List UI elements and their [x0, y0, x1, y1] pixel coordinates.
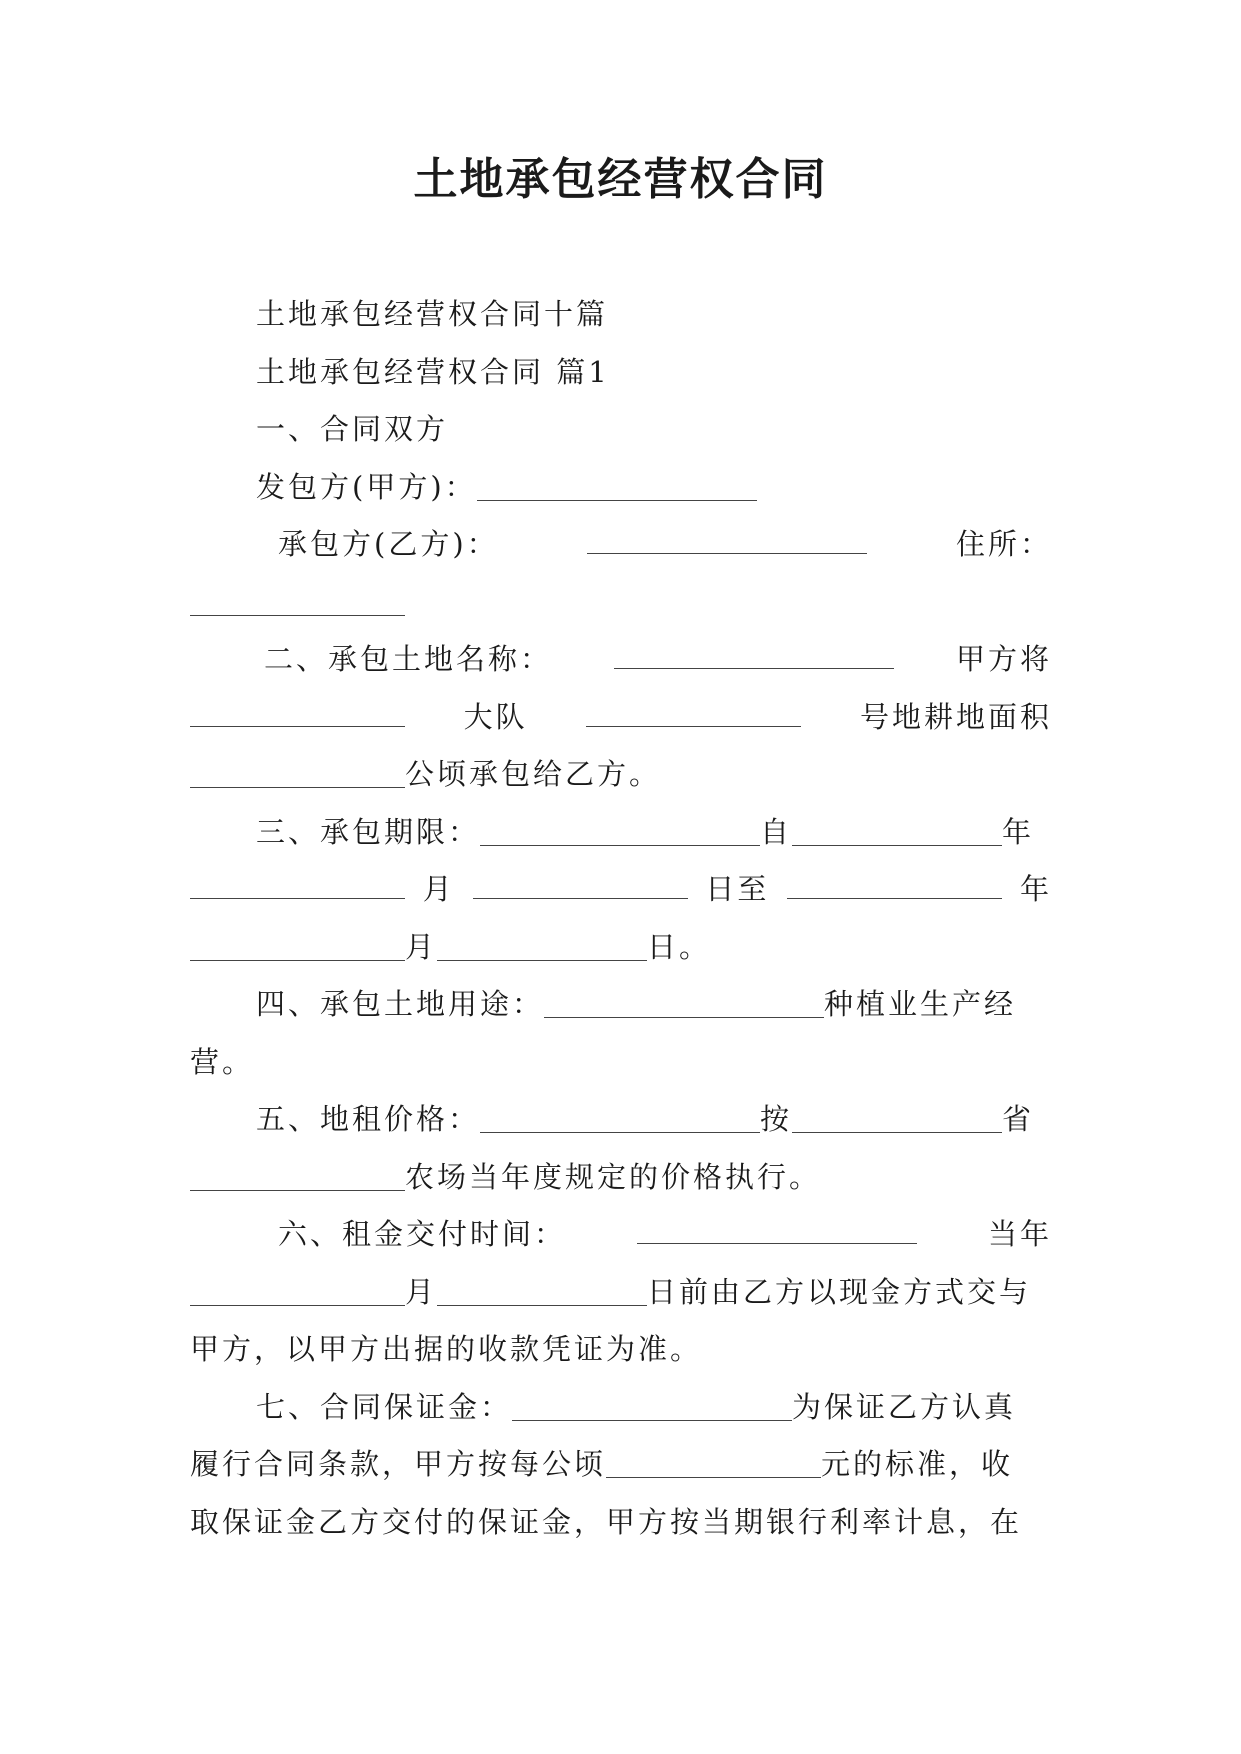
blank-line — [586, 725, 801, 727]
paragraph: 承包方(乙方)： 住所： — [278, 527, 1052, 561]
paragraph: 二、承包土地名称： 甲方将 — [264, 642, 1052, 676]
paragraph: 七、合同保证金： 为保证乙方认真 — [256, 1389, 1017, 1424]
paragraph: 甲方，以甲方出据的收款凭证为准。 — [190, 1332, 703, 1366]
blank-line — [792, 844, 1002, 846]
blank-line — [614, 667, 894, 669]
blank-line — [544, 1016, 824, 1018]
paragraph: 五、地租价格： 按 省 — [256, 1102, 1035, 1136]
paragraph: 三、承包期限： 自 年 — [256, 814, 1035, 849]
blank-line — [480, 844, 760, 846]
paragraph: 月 日前由乙方以现金方式交与 — [190, 1264, 1052, 1322]
paragraph: 发包方(甲方)： — [190, 459, 1052, 517]
blank-line — [190, 1304, 405, 1306]
blank-line — [190, 786, 405, 788]
paragraph: 月 日至 年 — [190, 861, 1052, 919]
blank-line — [792, 1131, 1002, 1133]
blank-line — [190, 614, 405, 616]
blank-line — [512, 1419, 792, 1421]
paragraph: 营。 — [190, 1044, 255, 1079]
blank-line — [587, 552, 867, 554]
blank-line — [190, 959, 405, 961]
blank-line — [480, 1131, 760, 1133]
paragraph — [190, 574, 1052, 632]
section-heading: 一、合同双方 — [256, 412, 449, 446]
blank-line — [477, 499, 757, 501]
blank-line — [606, 1476, 821, 1478]
blank-line — [190, 725, 405, 727]
paragraph: 六、租金交付时间： 当年 — [278, 1217, 1052, 1251]
document-title: 土地承包经营权合同 — [413, 154, 828, 205]
blank-line — [637, 1242, 917, 1244]
paragraph: 农场当年度规定的价格执行。 — [190, 1149, 1052, 1207]
blank-line — [190, 1189, 405, 1191]
paragraph: 土地承包经营权合同十篇 — [256, 297, 609, 331]
paragraph: 履行合同条款，甲方按每公顷 元的标准，收 — [190, 1447, 1014, 1481]
blank-line — [437, 959, 647, 961]
paragraph: 土地承包经营权合同 篇1 — [256, 354, 610, 389]
document-body — [190, 286, 1052, 1551]
paragraph: 大队 号地耕地面积 — [190, 689, 1052, 747]
blank-line — [787, 897, 1002, 899]
paragraph: 取保证金乙方交付的保证金，甲方按当期银行利率计息，在 — [190, 1504, 1023, 1539]
paragraph: 四、承包土地用途： 种植业生产经 — [256, 987, 1017, 1021]
blank-line — [437, 1304, 647, 1306]
paragraph: 公顷承包给乙方。 — [190, 746, 1052, 804]
blank-line — [190, 897, 405, 899]
blank-line — [473, 897, 688, 899]
paragraph: 月 日。 — [190, 919, 1052, 977]
